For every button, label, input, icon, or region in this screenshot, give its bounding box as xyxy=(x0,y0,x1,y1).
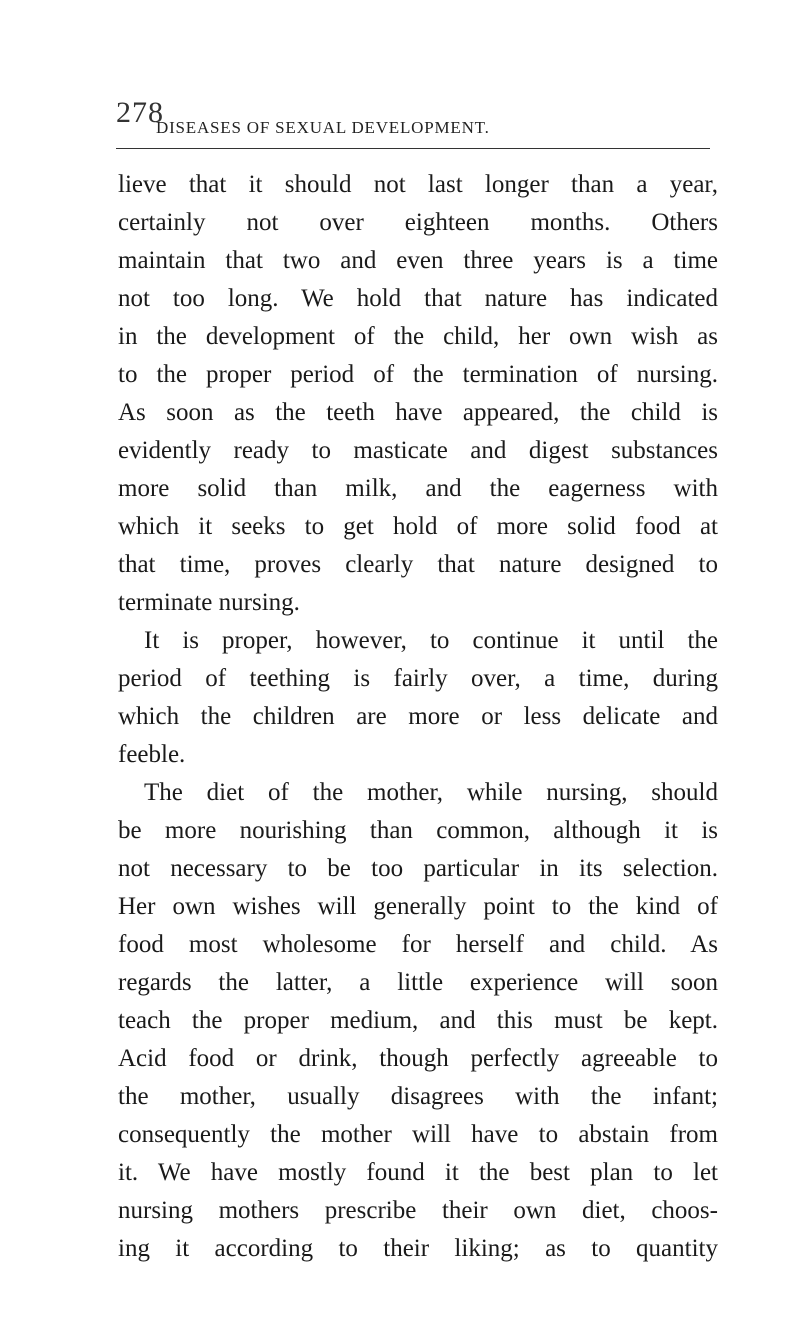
text-line: be more nourishing than common, although it is xyxy=(118,817,718,844)
text-line: not too long. We hold that nature has indicated xyxy=(118,285,718,312)
text-line: it. We have mostly found it the best plan to let xyxy=(118,1159,718,1186)
text-line: period of teething is fairly over, a time, during xyxy=(118,665,718,692)
text-line: nursing mothers prescribe their own diet, choos- xyxy=(118,1197,718,1224)
body-text xyxy=(118,166,718,1268)
text-line: As soon as the teeth have appeared, the child is xyxy=(118,399,718,426)
text-line: Her own wishes will generally point to the kind of xyxy=(118,893,718,920)
text-line: more solid than milk, and the eagerness with xyxy=(118,475,718,502)
header-rule xyxy=(116,148,710,149)
text-line: ing it according to their liking; as to quantity xyxy=(118,1235,718,1262)
text-line: evidently ready to masticate and digest substances xyxy=(118,437,718,464)
text-line: consequently the mother will have to abstain from xyxy=(118,1121,718,1148)
text-line: which it seeks to get hold of more solid food at xyxy=(118,513,718,540)
text-line: to the proper period of the termination of nursing. xyxy=(118,361,718,388)
text-line: food most wholesome for herself and child. As xyxy=(118,931,718,958)
text-line: in the development of the child, her own wish as xyxy=(118,323,718,350)
text-line: not necessary to be too particular in its selection. xyxy=(118,855,718,882)
text-line: terminate nursing. xyxy=(118,589,300,616)
text-line: Acid food or drink, though perfectly agreeable to xyxy=(118,1045,718,1072)
page-number: 278 xyxy=(116,96,164,129)
text-line: teach the proper medium, and this must be kept. xyxy=(118,1007,718,1034)
text-line: certainly not over eighteen months. Others xyxy=(118,209,718,236)
text-line: regards the latter, a little experience will soon xyxy=(118,969,718,996)
text-line: lieve that it should not last longer than a year, xyxy=(118,171,718,198)
text-line: feeble. xyxy=(118,741,186,768)
running-title: DISEASES OF SEXUAL DEVELOPMENT. xyxy=(156,118,490,137)
text-line: The diet of the mother, while nursing, should xyxy=(144,779,718,806)
text-line: which the children are more or less delicate and xyxy=(118,703,718,730)
text-line: maintain that two and even three years is a time xyxy=(118,247,718,274)
text-line: It is proper, however, to continue it until the xyxy=(144,627,718,654)
running-head xyxy=(116,96,716,146)
text-line: that time, proves clearly that nature designed to xyxy=(118,551,718,578)
text-line: the mother, usually disagrees with the infant; xyxy=(118,1083,718,1110)
